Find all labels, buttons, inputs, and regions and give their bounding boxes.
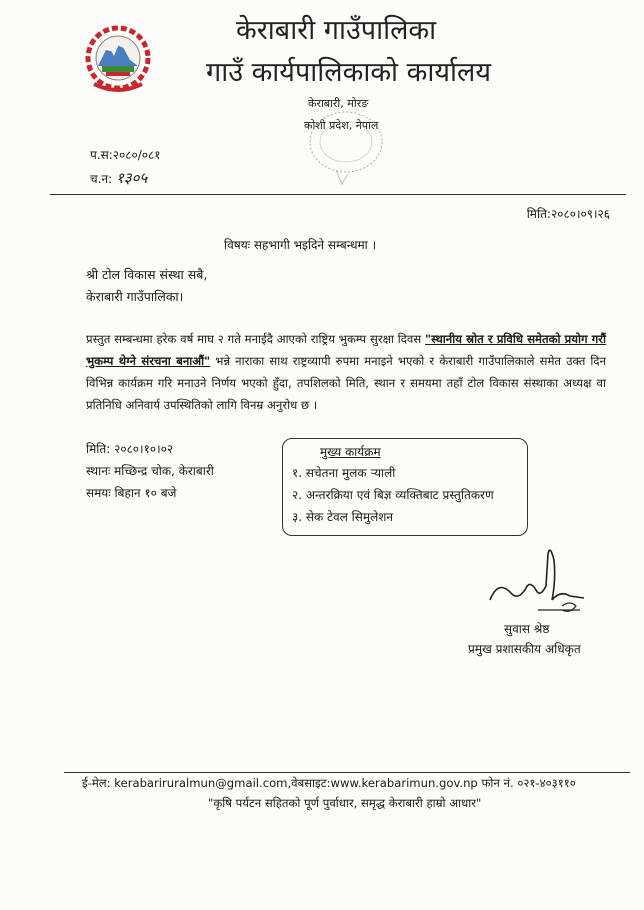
event-place: स्थानः मच्छिन्द्र चोक, केराबारी (86, 464, 214, 478)
office-name: गाउँ कार्यपालिकाको कार्यालय (206, 57, 491, 88)
handwritten-signature (480, 540, 590, 620)
letter-body (86, 328, 606, 416)
body-part-2: भन्ने नाराका साथ राष्ट्रव्यापी रुपमा मनाइने भएको र केराबारी गाउँपालिकाले समेत उक्त दिन विभिन्न कार्यक्रम गरि मनाउने निर्णय भएको हुँदा, तपशिलको मिति, स्थान र समयमा तहाँ टोल विकास संस्थाका अध्यक्ष वा प्रतिनिधि अनिवार्य उपस्थितिको लागि विनम्र अनुरोध छ । (86, 354, 607, 412)
dispatch-number-value: १३०५ (115, 169, 148, 187)
letter-subject: विषयः सहभागी भइदिने सम्बन्धमा । (224, 238, 377, 252)
signatory-post: प्रमुख प्रशासकीय अधिकृत (468, 642, 581, 656)
footer-contact: ई-मेल: kerabariruralmun@gmail.com,वेबसाइट:www.kerabarimun.gov.np फोन नं. ०२१-४०३११० (82, 776, 576, 790)
body-part-1: प्रस्तुत सम्बन्धमा हरेक वर्ष माघ २ गते मनाईदै आएको राष्ट्रिय भुकम्प सुरक्षा दिवस (86, 332, 422, 346)
municipality-emblem (84, 22, 152, 94)
dispatch-number (90, 168, 147, 188)
reference-number: प.स:२०८०/०८१ (90, 148, 161, 162)
signatory-name: सुवास श्रेष्ठ (504, 622, 550, 636)
header-divider (50, 194, 626, 195)
footer-motto: "कृषि पर्यटन सहितको पूर्ण पुर्वाधार, समृद्ध केराबारी हाम्रो आधार" (208, 796, 482, 810)
body-slogan: "स्थानीय स्रोत र प्रविधि समेतको प्रयोग गरौं भुकम्प थेग्ने संरचना बनाऔं" (86, 332, 606, 368)
addressee-line-1: श्री टोल विकास संस्था सबै, (86, 267, 208, 282)
program-item: ३. सेक टेवल सिमुलेशन (292, 510, 394, 524)
event-date: मिति: २०८०।१०।०२ (86, 442, 174, 456)
address-line-2: कोशी प्रदेश, नेपाल (304, 119, 379, 132)
event-time: समयः बिहान १० बजे (86, 486, 177, 500)
program-title: मुख्य कार्यक्रम (320, 445, 381, 459)
program-item: २. अन्तरक्रिया एवं बिज्ञ व्यक्तिबाट प्रस्तुतिकरण (292, 488, 494, 502)
addressee-line-2: केराबारी गाउँपालिका। (86, 289, 184, 304)
organization-name: केराबारी गाउँपालिका (236, 15, 437, 46)
letter-date: मिति:२०८०।०९।२६ (526, 207, 610, 221)
program-item: १. सचेतना मुलक र्‍याली (292, 466, 396, 480)
dispatch-number-label: च.न: (90, 172, 113, 186)
address-line-1: केराबारी, मोरङ (308, 97, 369, 110)
office-stamp (296, 100, 396, 186)
footer-divider (64, 772, 630, 773)
